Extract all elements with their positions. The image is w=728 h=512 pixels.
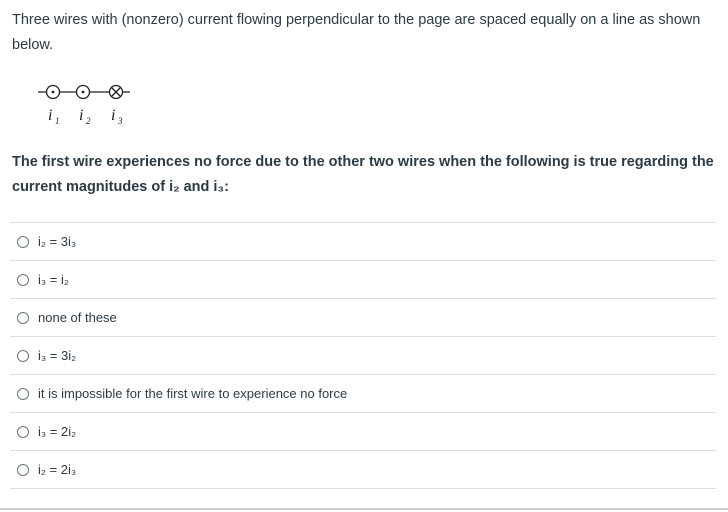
wire-1-out-of-page-icon — [47, 86, 60, 99]
radio-button[interactable] — [17, 388, 29, 400]
answer-option[interactable] — [10, 451, 716, 489]
wire-2-label: i — [79, 107, 84, 124]
answer-label: i₃ = 3i₂ — [38, 348, 77, 363]
radio-button[interactable] — [17, 350, 29, 362]
answer-label: i₂ = 3i₃ — [38, 234, 77, 249]
wire-1-label: i — [48, 107, 53, 124]
question-intro: Three wires with (nonzero) current flowing perpendicular to the page are spaced equally on a line as shown below. — [12, 12, 701, 53]
answer-label: i₃ = i₂ — [38, 272, 69, 287]
wire-3-label: i — [111, 107, 116, 124]
radio-button[interactable] — [17, 236, 29, 248]
wire-1-subscript: 1 — [55, 116, 60, 126]
answer-option[interactable] — [10, 337, 716, 375]
answer-option[interactable] — [10, 375, 716, 413]
wire-3-into-page-icon — [110, 86, 123, 99]
question-prompt: The first wire experiences no force due to the other two wires when the following is true regarding the current magnitudes of i₂ and i₃: — [12, 154, 714, 195]
wire-3-subscript: 3 — [118, 116, 123, 126]
answer-option[interactable] — [10, 299, 716, 337]
bottom-divider — [0, 508, 728, 510]
answer-label: i₂ = 2i₃ — [38, 462, 77, 477]
answer-label: it is impossible for the first wire to experience no force — [38, 386, 348, 401]
answer-label: i₃ = 2i₂ — [38, 424, 77, 439]
answer-label: none of these — [38, 310, 117, 325]
answer-option[interactable] — [10, 223, 716, 261]
radio-button[interactable] — [17, 274, 29, 286]
answer-list — [10, 222, 716, 489]
wire-2-out-of-page-icon — [77, 86, 90, 99]
answer-option[interactable] — [10, 413, 716, 451]
radio-button[interactable] — [17, 464, 29, 476]
wire-2-subscript: 2 — [86, 116, 91, 126]
radio-button[interactable] — [17, 426, 29, 438]
wire-diagram — [30, 76, 140, 136]
wire-diagram-svg — [30, 76, 140, 136]
answer-option[interactable] — [10, 261, 716, 299]
radio-button[interactable] — [17, 312, 29, 324]
